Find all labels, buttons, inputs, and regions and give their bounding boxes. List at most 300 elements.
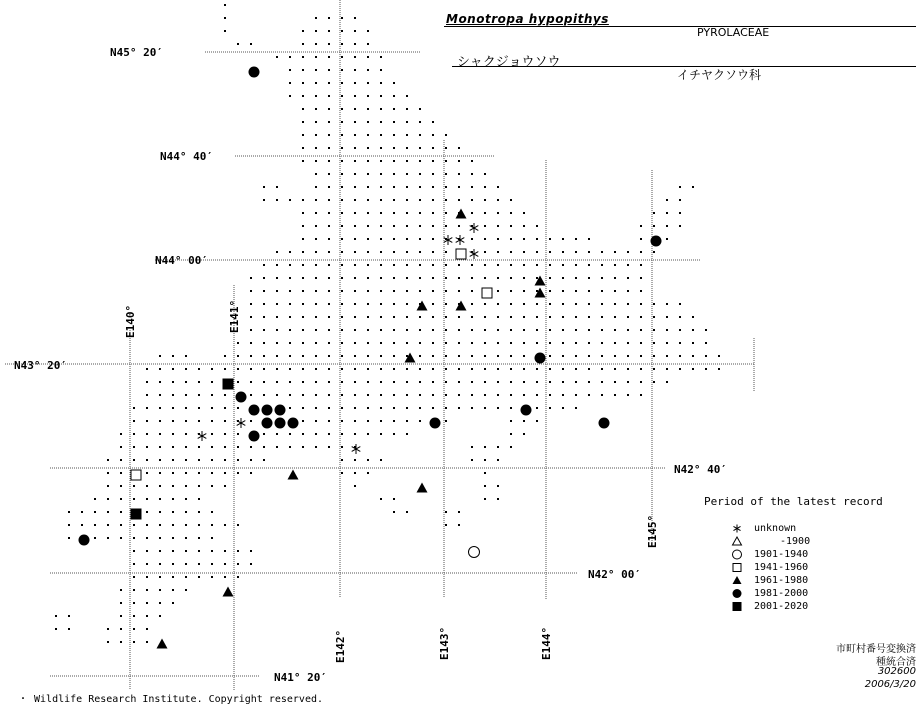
grid-dot <box>523 251 525 253</box>
grid-dot <box>523 394 525 396</box>
grid-dot <box>224 420 226 422</box>
grid-dot <box>666 212 668 214</box>
grid-dot <box>653 381 655 383</box>
grid-dot <box>315 56 317 58</box>
grid-dot <box>380 381 382 383</box>
grid-dot <box>432 264 434 266</box>
circle-open-icon <box>730 548 744 561</box>
grid-dot <box>666 342 668 344</box>
grid-dot <box>302 420 304 422</box>
grid-dot <box>250 355 252 357</box>
grid-dot <box>185 355 187 357</box>
grid-dot <box>354 199 356 201</box>
grid-dot <box>120 524 122 526</box>
grid-dot <box>250 342 252 344</box>
grid-dot <box>107 524 109 526</box>
grid-dot <box>94 498 96 500</box>
grid-dot <box>640 316 642 318</box>
grid-dot <box>354 472 356 474</box>
grid-dot <box>328 108 330 110</box>
grid-dot <box>302 264 304 266</box>
grid-dot <box>588 316 590 318</box>
grid-dot <box>94 524 96 526</box>
grid-dot <box>328 212 330 214</box>
grid-dot <box>302 290 304 292</box>
copyright-credit: ・ Wildlife Research Institute. Copyright reserved. <box>18 694 324 705</box>
grid-dot <box>406 251 408 253</box>
grid-dot <box>354 160 356 162</box>
grid-dot <box>237 381 239 383</box>
grid-dot <box>380 238 382 240</box>
grid-dot <box>276 342 278 344</box>
grid-dot <box>419 108 421 110</box>
triangle-filled-marker <box>288 470 299 480</box>
asterisk-marker <box>198 431 207 441</box>
grid-dot <box>302 368 304 370</box>
grid-dot <box>692 329 694 331</box>
grid-dot <box>354 95 356 97</box>
grid-dot <box>601 264 603 266</box>
grid-dot <box>185 563 187 565</box>
grid-dot <box>133 524 135 526</box>
grid-dot <box>406 264 408 266</box>
grid-dot <box>653 303 655 305</box>
grid-dot <box>328 316 330 318</box>
grid-dot <box>172 381 174 383</box>
grid-dot <box>406 121 408 123</box>
grid-dot <box>497 394 499 396</box>
grid-dot <box>198 407 200 409</box>
grid-dot <box>445 212 447 214</box>
grid-dot <box>627 329 629 331</box>
grid-dot <box>289 82 291 84</box>
grid-dot <box>354 316 356 318</box>
square-open-icon <box>730 561 744 574</box>
grid-dot <box>419 342 421 344</box>
grid-dot <box>159 381 161 383</box>
grid-dot <box>263 303 265 305</box>
grid-dot <box>354 56 356 58</box>
legend-label: 1941-1960 <box>754 562 809 573</box>
grid-dot <box>510 303 512 305</box>
grid-dot <box>159 498 161 500</box>
grid-dot <box>536 316 538 318</box>
grid-dot <box>81 511 83 513</box>
grid-dot <box>172 550 174 552</box>
grid-dot <box>341 303 343 305</box>
grid-dot <box>640 342 642 344</box>
grid-dot <box>185 394 187 396</box>
grid-dot <box>211 381 213 383</box>
triangle-filled-marker <box>733 576 742 584</box>
grid-dot <box>614 368 616 370</box>
grid-dot <box>601 329 603 331</box>
grid-dot <box>406 394 408 396</box>
grid-dot <box>549 407 551 409</box>
grid-dot <box>185 485 187 487</box>
grid-dot <box>445 316 447 318</box>
grid-dot <box>393 160 395 162</box>
grid-dot <box>653 225 655 227</box>
grid-dot <box>549 251 551 253</box>
grid-dot <box>315 199 317 201</box>
grid-dot <box>510 277 512 279</box>
grid-dot <box>601 381 603 383</box>
grid-dot <box>640 303 642 305</box>
grid-dot <box>510 251 512 253</box>
grid-dot <box>302 160 304 162</box>
grid-dot <box>575 251 577 253</box>
grid-dot <box>341 199 343 201</box>
grid-dot <box>159 446 161 448</box>
stamp-line-2: 種統合済 <box>876 657 916 668</box>
grid-dot <box>341 394 343 396</box>
grid-dot <box>393 394 395 396</box>
grid-dot <box>393 108 395 110</box>
grid-dot <box>393 355 395 357</box>
grid-dot <box>289 342 291 344</box>
grid-dot <box>172 602 174 604</box>
latitude-label: N43° 20′ <box>14 359 67 372</box>
grid-dot <box>562 303 564 305</box>
grid-dot <box>432 290 434 292</box>
grid-dot <box>354 459 356 461</box>
grid-dot <box>614 342 616 344</box>
grid-dot <box>211 368 213 370</box>
grid-dot <box>289 277 291 279</box>
grid-dot <box>367 394 369 396</box>
grid-dot <box>497 485 499 487</box>
grid-dot <box>536 368 538 370</box>
grid-dot <box>380 277 382 279</box>
grid-dot <box>315 264 317 266</box>
grid-dot <box>510 446 512 448</box>
grid-dot <box>159 433 161 435</box>
grid-dot <box>419 420 421 422</box>
grid-dot <box>406 329 408 331</box>
grid-dot <box>627 342 629 344</box>
grid-dot <box>302 277 304 279</box>
triangle-filled-marker <box>417 483 428 493</box>
grid-dot <box>211 550 213 552</box>
grid-dot <box>315 212 317 214</box>
grid-dot <box>614 394 616 396</box>
legend-item <box>730 574 808 587</box>
grid-dot <box>419 212 421 214</box>
grid-dot <box>237 550 239 552</box>
grid-dot <box>484 199 486 201</box>
grid-dot <box>224 576 226 578</box>
grid-dot <box>549 342 551 344</box>
grid-dot <box>484 394 486 396</box>
grid-dot <box>419 199 421 201</box>
grid-dot <box>198 420 200 422</box>
grid-dot <box>146 589 148 591</box>
grid-dot <box>510 368 512 370</box>
grid-dot <box>250 43 252 45</box>
triangle-open-icon <box>730 535 744 548</box>
grid-dot <box>510 199 512 201</box>
grid-dot <box>289 251 291 253</box>
grid-dot <box>302 147 304 149</box>
grid-dot <box>341 433 343 435</box>
grid-dot <box>562 277 564 279</box>
grid-dot <box>315 17 317 19</box>
grid-dot <box>380 316 382 318</box>
circle-filled-marker <box>651 236 662 247</box>
grid-dot <box>471 173 473 175</box>
grid-dot <box>640 368 642 370</box>
grid-dot <box>237 524 239 526</box>
grid-dot <box>406 368 408 370</box>
triangle-filled-marker <box>417 301 428 311</box>
grid-dot <box>432 316 434 318</box>
grid-dot <box>575 290 577 292</box>
grid-dot <box>549 238 551 240</box>
grid-dot <box>653 329 655 331</box>
grid-dot <box>445 173 447 175</box>
grid-dot <box>146 459 148 461</box>
grid-dot <box>549 290 551 292</box>
grid-dot <box>380 225 382 227</box>
grid-dot <box>445 264 447 266</box>
grid-dot <box>380 95 382 97</box>
grid-dot <box>367 212 369 214</box>
grid-dot <box>120 641 122 643</box>
grid-dot <box>263 446 265 448</box>
grid-dot <box>445 420 447 422</box>
grid-dot <box>68 511 70 513</box>
grid-dot <box>562 368 564 370</box>
grid-dot <box>653 251 655 253</box>
grid-dot <box>367 368 369 370</box>
grid-dot <box>497 459 499 461</box>
grid-dot <box>549 316 551 318</box>
grid-dot <box>445 251 447 253</box>
grid-dot <box>146 420 148 422</box>
grid-dot <box>263 394 265 396</box>
grid-dot <box>471 342 473 344</box>
grid-dot <box>159 511 161 513</box>
circle-open-marker <box>469 547 480 558</box>
grid-dot <box>328 433 330 435</box>
legend-label: unknown <box>754 523 797 534</box>
grid-dot <box>328 95 330 97</box>
grid-dot <box>224 459 226 461</box>
grid-dot <box>367 433 369 435</box>
grid-dot <box>484 264 486 266</box>
grid-dot <box>666 368 668 370</box>
grid-dot <box>523 277 525 279</box>
asterisk-marker <box>470 223 479 233</box>
grid-dot <box>679 316 681 318</box>
circle-filled-marker <box>249 405 260 416</box>
stamp-line-1: 市町村番号変換済 <box>836 644 916 655</box>
grid-dot <box>549 277 551 279</box>
grid-dot <box>393 511 395 513</box>
legend-label: 2001-2020 <box>754 601 809 612</box>
grid-dot <box>562 394 564 396</box>
grid-dot <box>419 121 421 123</box>
grid-dot <box>458 381 460 383</box>
grid-dot <box>380 264 382 266</box>
grid-dot <box>484 316 486 318</box>
grid-dot <box>276 264 278 266</box>
grid-dot <box>198 459 200 461</box>
grid-dot <box>172 563 174 565</box>
grid-dot <box>471 290 473 292</box>
longitude-label: E140° <box>124 304 137 338</box>
grid-dot <box>692 368 694 370</box>
grid-dot <box>341 472 343 474</box>
grid-dot <box>133 628 135 630</box>
grid-dot <box>419 316 421 318</box>
grid-dot <box>211 446 213 448</box>
grid-dot <box>367 290 369 292</box>
grid-dot <box>523 342 525 344</box>
grid-dot <box>484 498 486 500</box>
grid-dot <box>705 329 707 331</box>
grid-dot <box>146 563 148 565</box>
grid-dot <box>601 303 603 305</box>
grid-dot <box>328 355 330 357</box>
grid-dot <box>172 368 174 370</box>
grid-dot <box>107 498 109 500</box>
grid-dot <box>432 147 434 149</box>
grid-dot <box>354 420 356 422</box>
grid-dot <box>627 368 629 370</box>
grid-dot <box>55 628 57 630</box>
grid-dot <box>445 381 447 383</box>
grid-dot <box>276 433 278 435</box>
grid-dot <box>68 615 70 617</box>
grid-dot <box>458 316 460 318</box>
grid-dot <box>185 381 187 383</box>
grid-dot <box>523 316 525 318</box>
grid-dot <box>328 147 330 149</box>
grid-dot <box>367 355 369 357</box>
grid-dot <box>276 355 278 357</box>
grid-dot <box>250 381 252 383</box>
grid-dot <box>289 433 291 435</box>
grid-dot <box>263 355 265 357</box>
grid-dot <box>432 303 434 305</box>
grid-dot <box>276 56 278 58</box>
grid-dot <box>276 199 278 201</box>
grid-dot <box>211 511 213 513</box>
grid-dot <box>172 394 174 396</box>
square-open-marker <box>733 564 741 572</box>
grid-dot <box>159 420 161 422</box>
grid-dot <box>211 420 213 422</box>
grid-dot <box>302 95 304 97</box>
grid-dot <box>406 407 408 409</box>
grid-dot <box>575 342 577 344</box>
grid-dot <box>211 459 213 461</box>
grid-dot <box>497 212 499 214</box>
grid-dot <box>302 225 304 227</box>
grid-dot <box>432 394 434 396</box>
grid-dot <box>250 550 252 552</box>
grid-dot <box>185 407 187 409</box>
grid-dot <box>653 368 655 370</box>
grid-dot <box>575 368 577 370</box>
grid-dot <box>315 147 317 149</box>
grid-dot <box>549 368 551 370</box>
grid-dot <box>640 355 642 357</box>
grid-dot <box>562 238 564 240</box>
grid-dot <box>224 394 226 396</box>
grid-dot <box>510 394 512 396</box>
grid-dot <box>536 277 538 279</box>
legend-item <box>730 522 796 535</box>
grid-dot <box>250 329 252 331</box>
grid-dot <box>705 368 707 370</box>
grid-dot <box>185 459 187 461</box>
grid-dot <box>575 264 577 266</box>
grid-dot <box>211 576 213 578</box>
grid-dot <box>211 407 213 409</box>
grid-dot <box>302 82 304 84</box>
grid-dot <box>406 316 408 318</box>
grid-dot <box>198 576 200 578</box>
grid-dot <box>315 95 317 97</box>
grid-dot <box>367 264 369 266</box>
grid-dot <box>562 329 564 331</box>
grid-dot <box>367 186 369 188</box>
grid-dot <box>432 355 434 357</box>
grid-dot <box>419 225 421 227</box>
grid-dot <box>302 199 304 201</box>
grid-dot <box>627 264 629 266</box>
latitude-label: N42° 00′ <box>588 568 641 581</box>
grid-dot <box>328 238 330 240</box>
grid-dot <box>432 342 434 344</box>
triangle-filled-marker <box>223 587 234 597</box>
grid-dot <box>601 251 603 253</box>
grid-dot <box>575 277 577 279</box>
grid-dot <box>120 511 122 513</box>
grid-dot <box>497 186 499 188</box>
grid-dot <box>445 225 447 227</box>
grid-dot <box>640 329 642 331</box>
grid-dot <box>341 82 343 84</box>
grid-dot <box>211 394 213 396</box>
grid-dot <box>328 277 330 279</box>
circle-open-marker <box>733 550 742 559</box>
asterisk-marker <box>444 235 453 245</box>
grid-dot <box>328 82 330 84</box>
grid-dot <box>445 277 447 279</box>
grid-dot <box>393 342 395 344</box>
grid-dot <box>484 368 486 370</box>
legend-title: Period of the latest record <box>704 495 883 508</box>
grid-dot <box>276 186 278 188</box>
grid-dot <box>263 342 265 344</box>
grid-dot <box>445 368 447 370</box>
grid-dot <box>614 316 616 318</box>
triangle-filled-marker <box>456 209 467 219</box>
grid-dot <box>159 472 161 474</box>
grid-dot <box>393 199 395 201</box>
grid-dot <box>146 407 148 409</box>
grid-dot <box>302 355 304 357</box>
grid-dot <box>354 407 356 409</box>
grid-dot <box>666 355 668 357</box>
grid-dot <box>419 368 421 370</box>
grid-dot <box>419 238 421 240</box>
grid-dot <box>419 160 421 162</box>
